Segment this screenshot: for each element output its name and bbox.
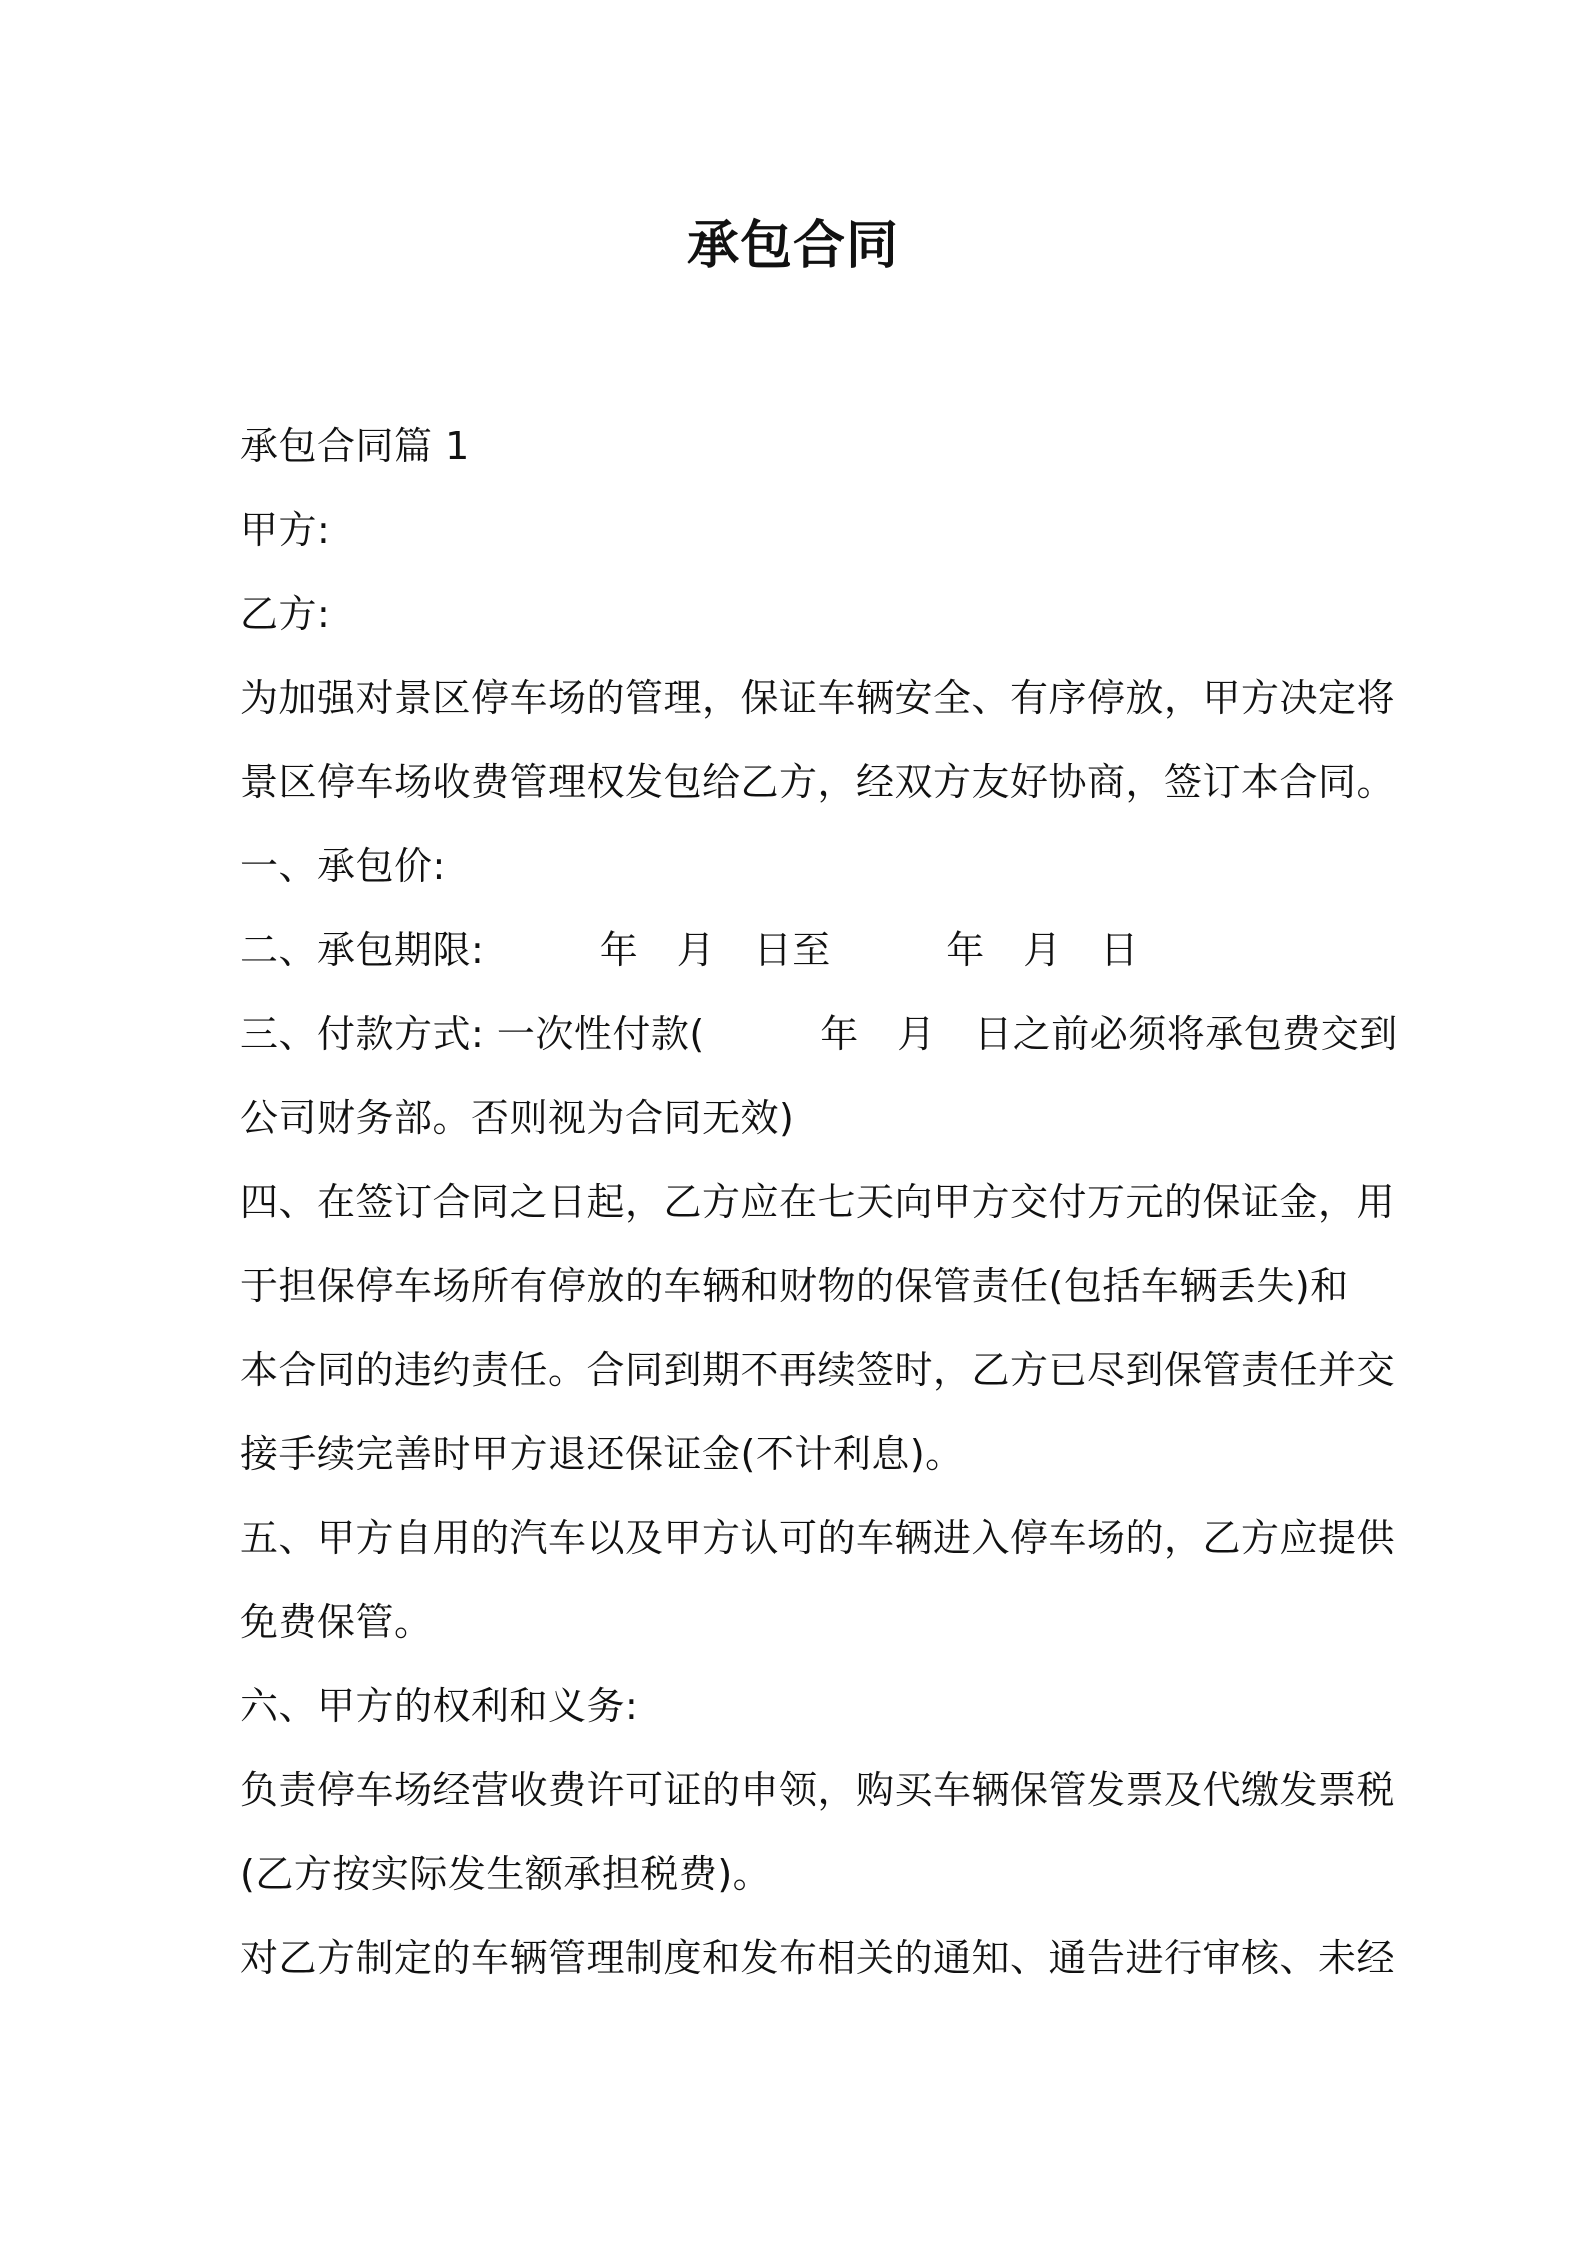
clause-5-line: 免费保管。 <box>240 1600 433 1644</box>
clause-1-line: 一、承包价: <box>240 844 446 888</box>
preamble-line: 为加强对景区停车场的管理，保证车辆安全、有序停放，甲方决定将 <box>240 676 1396 720</box>
clause-4-line: 于担保停车场所有停放的车辆和财物的保管责任(包括车辆丢失)和 <box>240 1264 1349 1308</box>
party-a-line: 甲方: <box>240 508 331 552</box>
clause-4-line: 本合同的违约责任。合同到期不再续签时，乙方已尽到保管责任并交 <box>240 1348 1396 1392</box>
clause-4-line: 四、在签订合同之日起，乙方应在七天向甲方交付万元的保证金，用 <box>240 1180 1396 1224</box>
clause-6-item-line: 对乙方制定的车辆管理制度和发布相关的通知、通告进行审核、未经 <box>240 1936 1396 1980</box>
clause-6-line: 六、甲方的权利和义务: <box>240 1684 639 1728</box>
document-body <box>240 404 1398 2000</box>
clause-3-line: 三、付款方式: 一次性付款( 年 月 日之前必须将承包费交到 <box>240 1012 1398 1056</box>
document-title: 承包合同 <box>686 216 899 276</box>
preamble-line: 景区停车场收费管理权发包给乙方，经双方友好协商，签订本合同。 <box>240 760 1396 804</box>
section-heading: 承包合同篇 1 <box>240 424 470 468</box>
clause-6-item-line: (乙方按实际发生额承担税费)。 <box>240 1852 772 1896</box>
clause-2-line: 二、承包期限: 年 月 日至 年 月 日 <box>240 928 1139 972</box>
clause-5-line: 五、甲方自用的汽车以及甲方认可的车辆进入停车场的，乙方应提供 <box>240 1516 1396 1560</box>
clause-3-line: 公司财务部。否则视为合同无效) <box>240 1096 795 1140</box>
party-b-line: 乙方: <box>240 592 331 636</box>
clause-6-item-line: 负责停车场经营收费许可证的申领，购买车辆保管发票及代缴发票税 <box>240 1768 1396 1812</box>
clause-4-line: 接手续完善时甲方退还保证金(不计利息)。 <box>240 1432 964 1476</box>
